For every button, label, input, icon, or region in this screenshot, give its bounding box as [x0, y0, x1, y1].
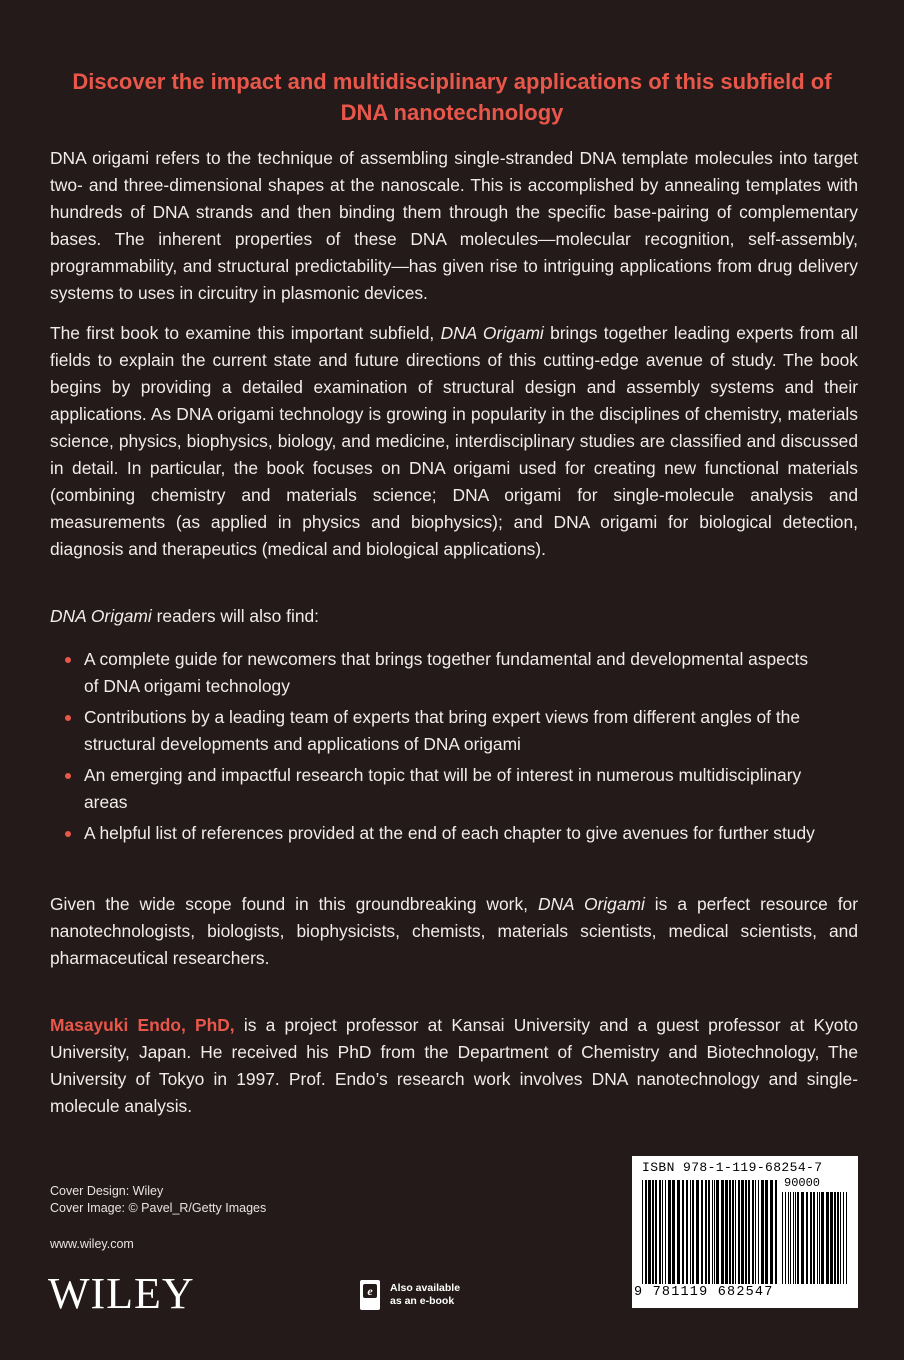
barcode-bar	[648, 1180, 651, 1284]
barcode-bars	[642, 1180, 778, 1284]
description-paragraph: DNA origami refers to the technique of assembling single-stranded DNA template molecules into target two- and three-dimensional shapes at the nanoscale. This is accomplished by annealing templates with hundreds of DNA strands and then binding them through the specific base-pairing of complementary bases. The inherent properties of these DNA molecules—molecular recognition, self-assembly, programmability, and structural predictability—has given rise to intriguing applications from drug delivery systems to uses in circuitry in plasmonic devices.	[50, 148, 858, 303]
barcode-bar	[735, 1180, 736, 1284]
barcode-bar	[738, 1180, 740, 1284]
readers-intro	[50, 603, 858, 630]
barcode-bar	[745, 1180, 747, 1284]
barcode-bar	[837, 1192, 839, 1284]
barcode-bar	[813, 1192, 815, 1284]
list-item-text: A helpful list of references provided at the end of each chapter to give avenues for further study	[84, 823, 815, 843]
book-title: DNA Origami	[440, 323, 544, 343]
barcode-bar	[716, 1180, 719, 1284]
barcode-bar	[690, 1180, 691, 1284]
addon-code: 90000	[784, 1176, 821, 1190]
barcode	[632, 1156, 858, 1308]
author-bio	[50, 1012, 858, 1120]
overview-paragraph	[50, 320, 858, 563]
e-book-icon: e	[360, 1280, 380, 1310]
barcode-bar	[712, 1180, 713, 1284]
barcode-bar	[705, 1180, 707, 1284]
barcode-bar	[652, 1180, 654, 1284]
barcode-bar	[765, 1180, 768, 1284]
audience-text-end: is a perfect resource for nanotechnologists, biologists, biophysicists, chemists, materials scientists, medical scientists, and pharmaceutical researchers.	[50, 894, 858, 968]
barcode-bar	[701, 1180, 703, 1284]
barcode-bar	[775, 1180, 777, 1284]
barcode-bar	[645, 1180, 647, 1284]
overview-text-end: brings together leading experts from all fields to explain the current state and future directions of this cutting-edge avenue of study. The book begins by providing a detailed examination of structural design and assembly systems and their applications. As DNA origami technology is growing in popularity in the disciplines of chemistry, materials science, physics, biophysics, biology, and medicine, interdisciplinary studies are classified and discussed in detail. In particular, the book focuses on DNA origami used for creating new functional materials (combining chemistry and materials science; DNA origami for single-molecule analysis and measurements (as applied in physics and biophysics); and DNA origami for biological detection, diagnosis and therapeutics (medical and biological applications).	[50, 323, 858, 559]
barcode-bar	[659, 1180, 661, 1284]
barcode-bar	[672, 1180, 675, 1284]
barcode-bar	[677, 1180, 680, 1284]
book-title: DNA Origami	[537, 894, 645, 914]
barcode-bar	[725, 1180, 728, 1284]
barcode-bar	[748, 1180, 750, 1284]
cover-credits	[50, 1183, 266, 1217]
barcode-bar	[793, 1192, 794, 1284]
barcode-bar	[788, 1192, 789, 1284]
author-name: Masayuki Endo, PhD,	[50, 1015, 235, 1035]
headline: Discover the impact and multidisciplinary applications of this subfield of DNA nanotechnology	[72, 69, 832, 125]
barcode-digits: 9 781119 682547	[634, 1285, 774, 1300]
barcode-bar	[826, 1192, 829, 1284]
ebook-line-2: as an e-book	[390, 1295, 455, 1307]
barcode-bar	[696, 1180, 699, 1284]
bullet-icon	[65, 657, 71, 663]
ebook-line-1: Also available	[390, 1282, 461, 1294]
isbn-label: ISBN 978-1-119-68254-7	[642, 1160, 823, 1175]
barcode-bar	[834, 1192, 836, 1284]
barcode-bar	[819, 1192, 820, 1284]
barcode-bar	[668, 1180, 671, 1284]
barcode-bar	[729, 1180, 731, 1284]
publisher-logo: WILEY	[48, 1269, 195, 1318]
barcode-bar	[665, 1180, 666, 1284]
barcode-bar	[785, 1192, 786, 1284]
barcode-bar	[642, 1180, 643, 1284]
list-item	[64, 820, 824, 847]
barcode-bar	[846, 1192, 847, 1284]
barcode-bar	[797, 1192, 799, 1284]
publisher-website[interactable]: www.wiley.com	[50, 1237, 134, 1251]
readers-intro-text: readers will also find:	[151, 606, 319, 626]
barcode-bar	[662, 1180, 663, 1284]
barcode-bar	[782, 1192, 783, 1284]
addon-barcode-bars	[782, 1192, 850, 1284]
barcode-bar	[830, 1192, 833, 1284]
audience-text-start: Given the wide scope found in this groundbreaking work,	[50, 894, 538, 914]
list-item	[64, 646, 824, 700]
barcode-bar	[655, 1180, 657, 1284]
cover-design-credit: Cover Design: Wiley	[50, 1184, 164, 1198]
bullet-icon	[65, 773, 71, 779]
bullet-icon	[65, 831, 71, 837]
barcode-bar	[761, 1180, 764, 1284]
list-item-text: An emerging and impactful research topic that will be of interest in numerous multidisciplinary areas	[84, 765, 802, 812]
feature-list	[64, 646, 824, 851]
barcode-bar	[801, 1192, 804, 1284]
author-bio-text: is a project professor at Kansai University and a guest professor at Kyoto University, Japan. He received his PhD from the Department of Chemistry and Biotechnology, The University of Tokyo in 1997. Prof. Endo’s research work involves DNA nanotechnology and single-molecule analysis.	[50, 1015, 858, 1116]
barcode-bar	[821, 1192, 824, 1284]
barcode-bar	[682, 1180, 684, 1284]
barcode-bar	[686, 1180, 688, 1284]
barcode-bar	[721, 1180, 724, 1284]
barcode-bar	[752, 1180, 754, 1284]
overview-text-start: The first book to examine this important subfield,	[50, 323, 441, 343]
barcode-bar	[795, 1192, 796, 1284]
barcode-bar	[692, 1180, 694, 1284]
audience-paragraph	[50, 891, 858, 972]
barcode-bar	[758, 1180, 759, 1284]
barcode-bar	[810, 1192, 812, 1284]
list-item	[64, 704, 824, 758]
barcode-bar	[708, 1180, 710, 1284]
list-item-text: A complete guide for newcomers that brings together fundamental and developmental aspects of DNA origami technology	[84, 649, 809, 696]
barcode-bar	[843, 1192, 844, 1284]
barcode-bar	[732, 1180, 734, 1284]
barcode-bar	[770, 1180, 773, 1284]
barcode-bar	[741, 1180, 744, 1284]
book-title: DNA Origami	[50, 606, 152, 626]
barcode-bar	[806, 1192, 808, 1284]
barcode-bar	[714, 1180, 715, 1284]
cover-image-credit: Cover Image: © Pavel_R/Getty Images	[50, 1201, 267, 1215]
barcode-bar	[840, 1192, 841, 1284]
barcode-bar	[790, 1192, 791, 1284]
list-item	[64, 762, 824, 816]
list-item-text: Contributions by a leading team of experts that bring expert views from different angles of the structural developments and applications of DNA origami	[84, 707, 800, 754]
bullet-icon	[65, 715, 71, 721]
barcode-bar	[755, 1180, 756, 1284]
barcode-bar	[817, 1192, 818, 1284]
